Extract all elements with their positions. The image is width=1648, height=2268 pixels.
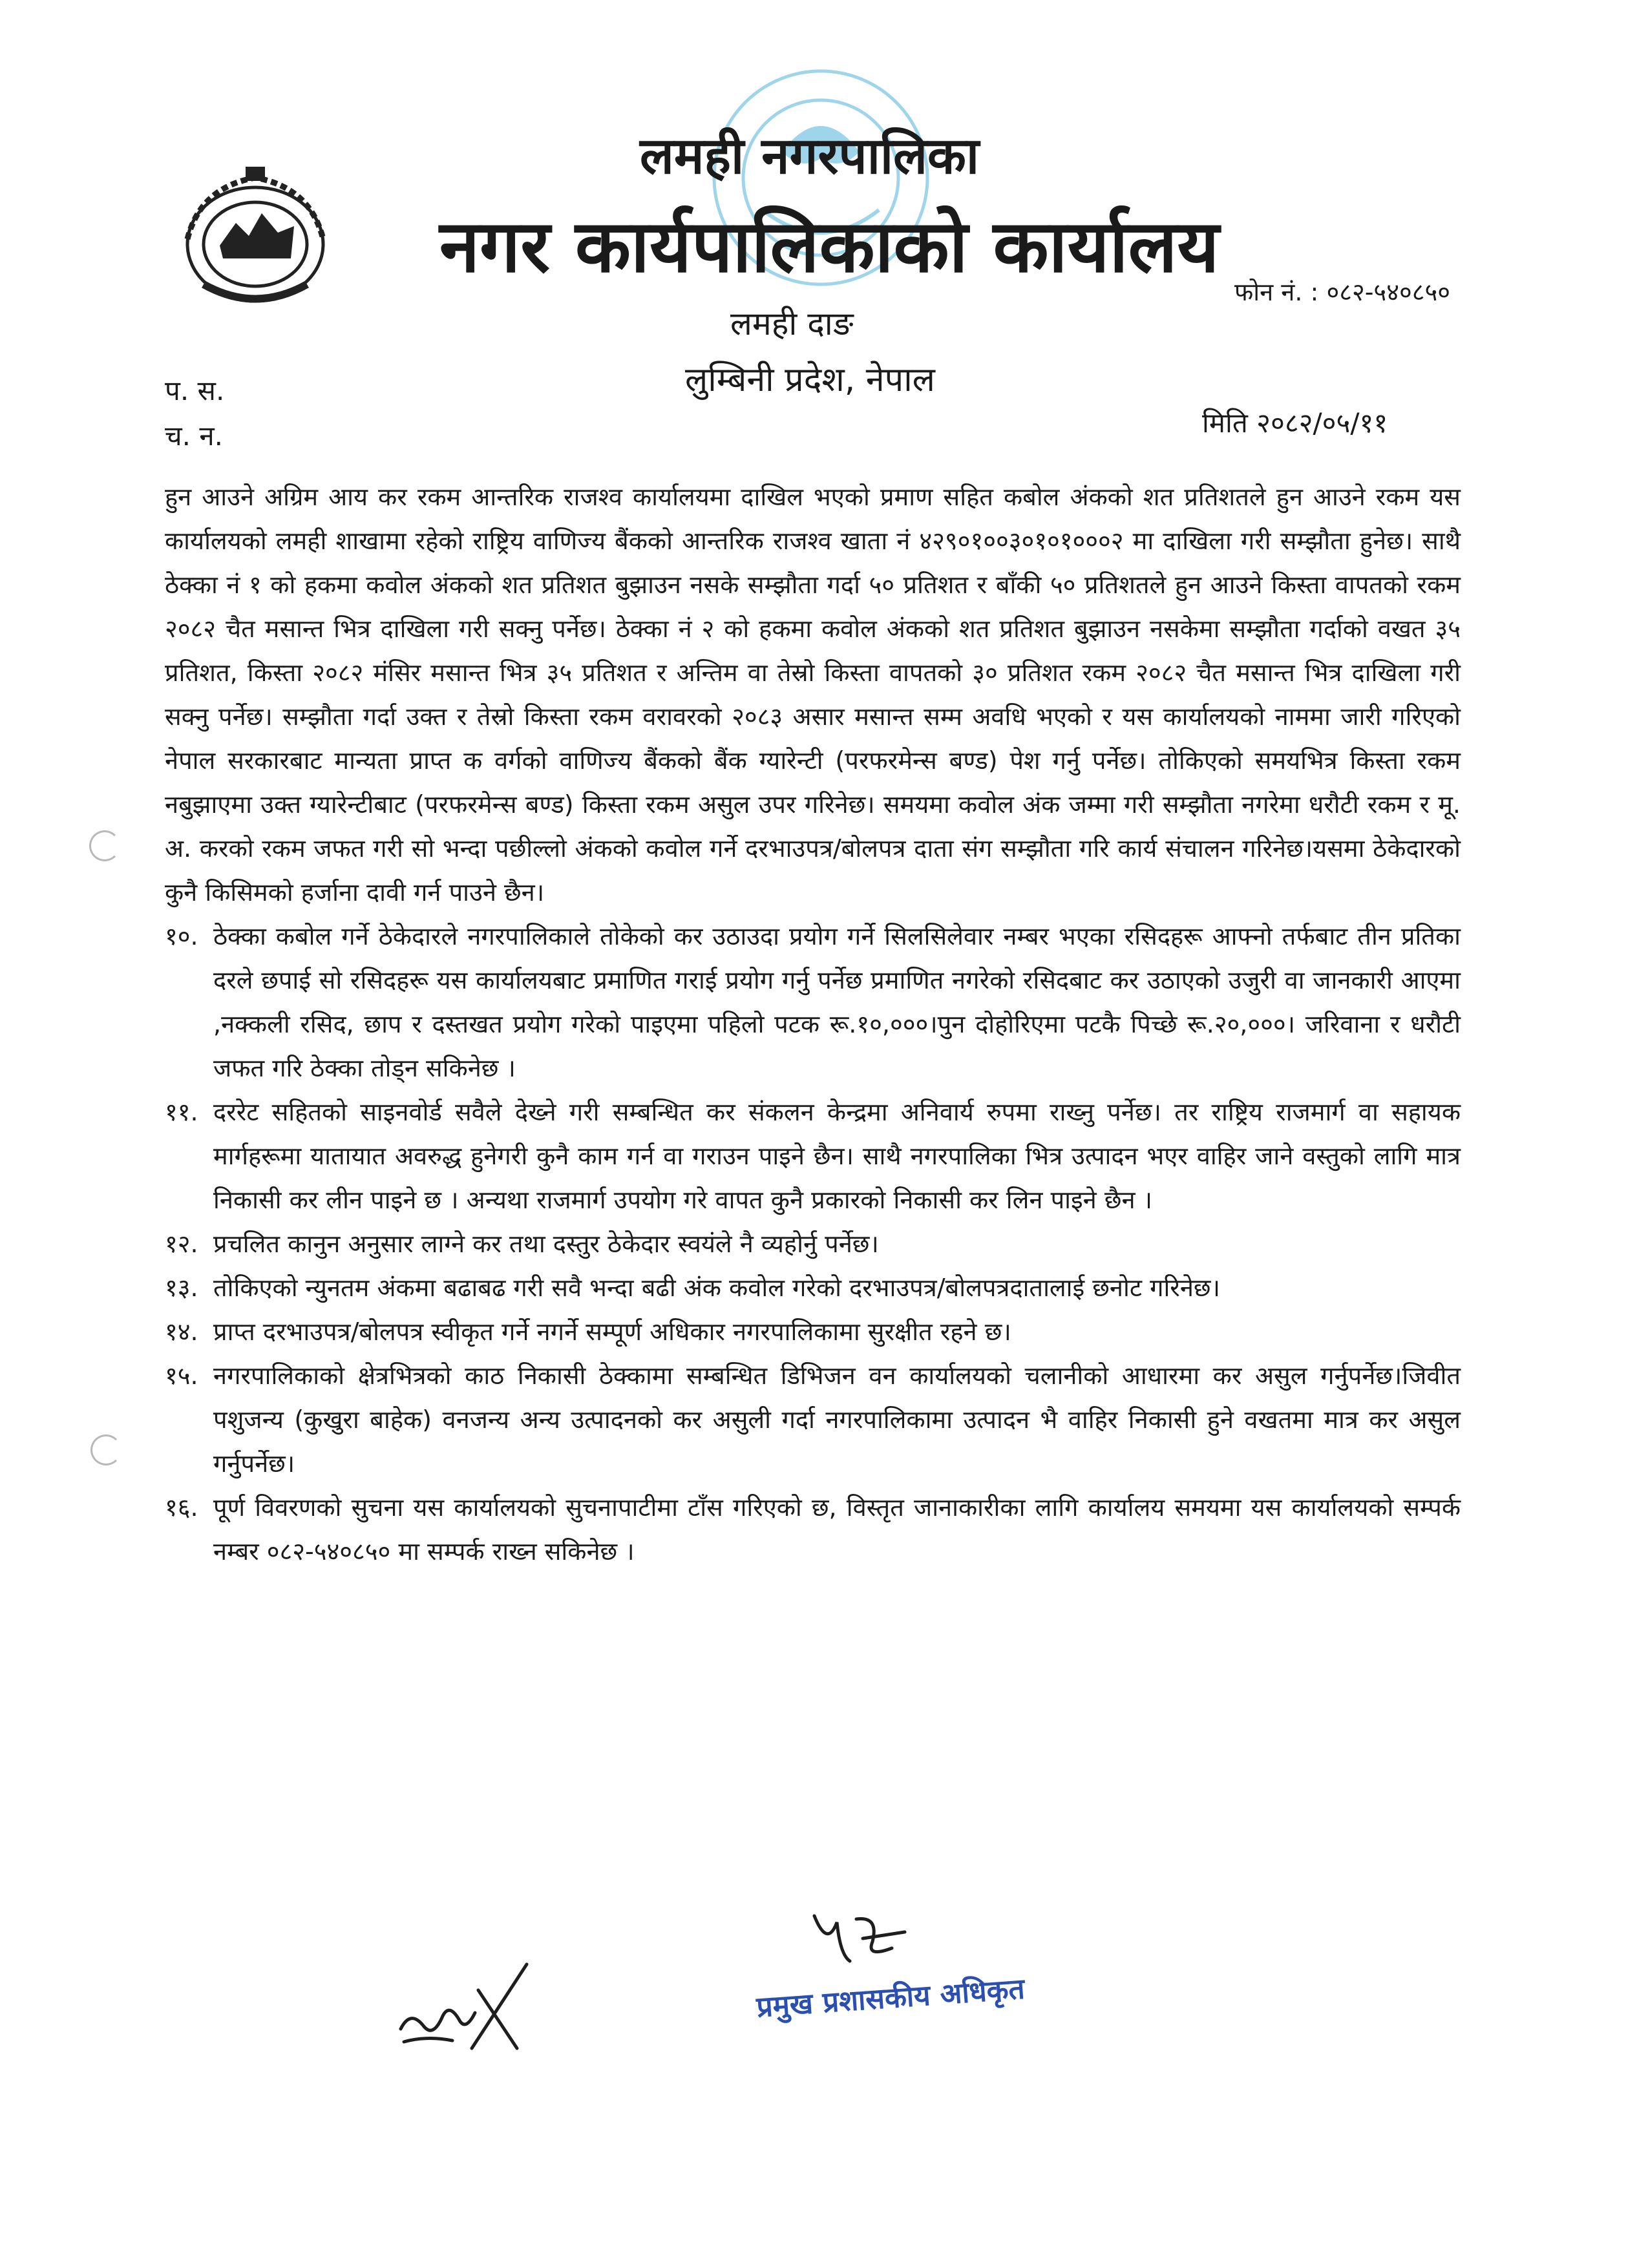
item-text: तोकिएको न्युनतम अंकमा बढाबढ गरी सवै भन्दा बढी अंक कवोल गरेको दरभाउपत्र/बोलपत्रदातालाई छनोट गरिनेछ। — [213, 1274, 1220, 1302]
item-number: १०. — [165, 922, 198, 950]
list-item — [165, 1090, 1461, 1222]
list-item — [165, 914, 1461, 1090]
handwritten-signature-center — [801, 1903, 918, 1974]
municipality-name: लमही नगरपालिका — [640, 127, 980, 185]
item-number: ११. — [165, 1098, 198, 1126]
letter-date: मिति २०८२/०५/११ — [1202, 407, 1388, 439]
office-name: नगर कार्यपालिकाको कार्यालय — [439, 205, 1220, 289]
item-text: दररेट सहितको साइनवोर्ड सवैले देख्ने गरी सम्बन्धित कर संकलन केन्द्रमा अनिवार्य रुपमा राख्नु पर्नेछ। तर राष्ट्रिय राजमार्ग वा सहायक मार्गहरूमा यातायात अवरुद्ध हुनेगरी कुनै काम गर्न वा गराउन पाइने छैन। साथै नगरपालिका भित्र उत्पादन भएर वाहिर जाने वस्तुको लागि मात्र निकासी कर लीन पाइने छ । अन्यथा राजमार्ग उपयोग गरे वापत कुनै प्रकारको निकासी कर लिन पाइने छैन । — [213, 1098, 1461, 1214]
item-number: १३. — [165, 1274, 198, 1302]
list-item — [165, 1486, 1461, 1573]
letter-ref-ps: प. स. — [165, 375, 225, 406]
item-number: १६. — [165, 1493, 198, 1522]
item-text: ठेक्का कबोल गर्ने ठेकेदारले नगरपालिकाले तोकेको कर उठाउदा प्रयोग गर्ने सिलसिलेवार नम्बर भएका रसिदहरू आफ्नो तर्फबाट तीन प्रतिका दरले छपाई सो रसिदहरू यस कार्यालयबाट प्रमाणित गराई प्रयोग गर्नु पर्नेछ प्रमाणित नगरेको रसिदबाट कर उठाएको उजुरी वा जानकारी आएमा ,नक्कली रसिद, छाप र दस्तखत प्रयोग गरेको पाइएमा पहिलो पटक रू.१०,०००।पुन दोहोरिएमा पटकै पिच्छे रू.२०,०००। जरिवाना र धरौटी जफत गरि ठेक्का तोड्न सकिनेछ । — [213, 922, 1461, 1082]
item-number: १२. — [165, 1230, 198, 1258]
intro-paragraph: हुन आउने अग्रिम आय कर रकम आन्तरिक राजश्व कार्यालयमा दाखिल भएको प्रमाण सहित कबोल अंकको शत प्रतिशतले हुन आउने रकम यस कार्यालयको लमही शाखामा रहेको राष्ट्रिय वाणिज्य बैंकको आन्तरिक राजश्व खाता नं ४२९०१००३०१०१०००२ मा दाखिला गरी सम्झौता हुनेछ। साथै ठेक्का नं १ को हकमा कवोल अंकको शत प्रतिशत बुझाउन नसके सम्झौता गर्दा ५० प्रतिशत र बाँकी ५० प्रतिशतले हुन आउने किस्ता वापतको रकम २०८२ चैत मसान्त भित्र दाखिला गरी सक्नु पर्नेछ। ठेक्का नं २ को हकमा कवोल अंकको शत प्रतिशत बुझाउन नसकेमा सम्झौता गर्दाको वखत ३५ प्रतिशत, किस्ता २०८२ मंसिर मसान्त भित्र ३५ प्रतिशत र अन्तिम वा तेस्रो किस्ता वापतको ३० प्रतिशत रकम २०८२ चैत मसान्त भित्र दाखिला गरी सक्नु पर्नेछ। सम्झौता गर्दा उक्त र तेस्रो किस्ता रकम वरावरको २०८३ असार मसान्त सम्म अवधि भएको र यस कार्यालयको नाममा जारी गरिएको नेपाल सरकारबाट मान्यता प्राप्त क वर्गको वाणिज्य बैंकको बैंक ग्यारेन्टी (परफरमेन्स बण्ड) पेश गर्नु पर्नेछ। तोकिएको समयभित्र किस्ता रकम नबुझाएमा उक्त ग्यारेन्टीबाट (परफरमेन्स बण्ड) किस्ता रकम असुल उपर गरिनेछ। समयमा कवोल अंक जम्मा गरी सम्झौता नगरेमा धरौटी रकम र मू. अ. करको रकम जफत गरी सो भन्दा पछील्लो अंकको कवोल गर्ने दरभाउपत्र/बोलपत्र दाता संग सम्झौता गरि कार्य संचालन गरिनेछ।यसमा ठेकेदारको कुनै किसिमको हर्जाना दावी गर्न पाउने छैन। — [165, 483, 1461, 907]
list-item — [165, 1222, 1461, 1266]
phone-number: फोन नं. : ०८२-५४०८५० — [1234, 278, 1450, 306]
item-text: पूर्ण विवरणको सुचना यस कार्यालयको सुचनापाटीमा टाँस गरिएको छ, विस्तृत जानाकारीका लागि कार्यालय समयमा यस कार्यालयको सम्पर्क नम्बर ०८२-५४०८५० मा सम्पर्क राख्न सकिनेछ । — [213, 1493, 1461, 1566]
item-number: १५. — [165, 1361, 198, 1390]
item-text: नगरपालिकाको क्षेत्रभित्रको काठ निकासी ठेक्कामा सम्बन्धित डिभिजन वन कार्यालयको चलानीको आधारमा कर असुल गर्नुपर्नेछ।जिवीत पशुजन्य (कुखुरा बाहेक) वनजन्य अन्य उत्पादनको कर असुली गर्दा नगरपालिकामा उत्पादन भै वाहिर निकासी हुने वखतमा मात्र कर असुल गर्नुपर्नेछ। — [213, 1361, 1461, 1478]
item-text: प्राप्त दरभाउपत्र/बोलपत्र स्वीकृत गर्ने नगर्ने सम्पूर्ण अधिकार नगरपालिकामा सुरक्षीत रहने छ। — [213, 1318, 1011, 1346]
city-name: लमही दाङ — [730, 305, 854, 342]
officer-title: प्रमुख प्रशासकीय अधिकृत — [755, 1972, 1026, 2024]
punch-hole-mark — [89, 830, 120, 861]
list-item — [165, 1354, 1461, 1486]
item-number: १४. — [165, 1318, 198, 1346]
punch-hole-mark — [90, 1434, 121, 1465]
government-emblem-icon — [174, 162, 336, 310]
list-item — [165, 1310, 1461, 1354]
item-text: प्रचलित कानुन अनुसार लाग्ने कर तथा दस्तुर ठेकेदार स्वयंले नै व्यहोर्नु पर्नेछ। — [213, 1230, 879, 1258]
conditions-list — [165, 914, 1461, 1573]
letter-body — [165, 475, 1461, 1573]
handwritten-signature-left — [388, 1951, 536, 2061]
letter-ref-cn: च. न. — [165, 420, 224, 452]
province-name: लुम्बिनी प्रदेश, नेपाल — [685, 361, 935, 399]
list-item — [165, 1266, 1461, 1310]
